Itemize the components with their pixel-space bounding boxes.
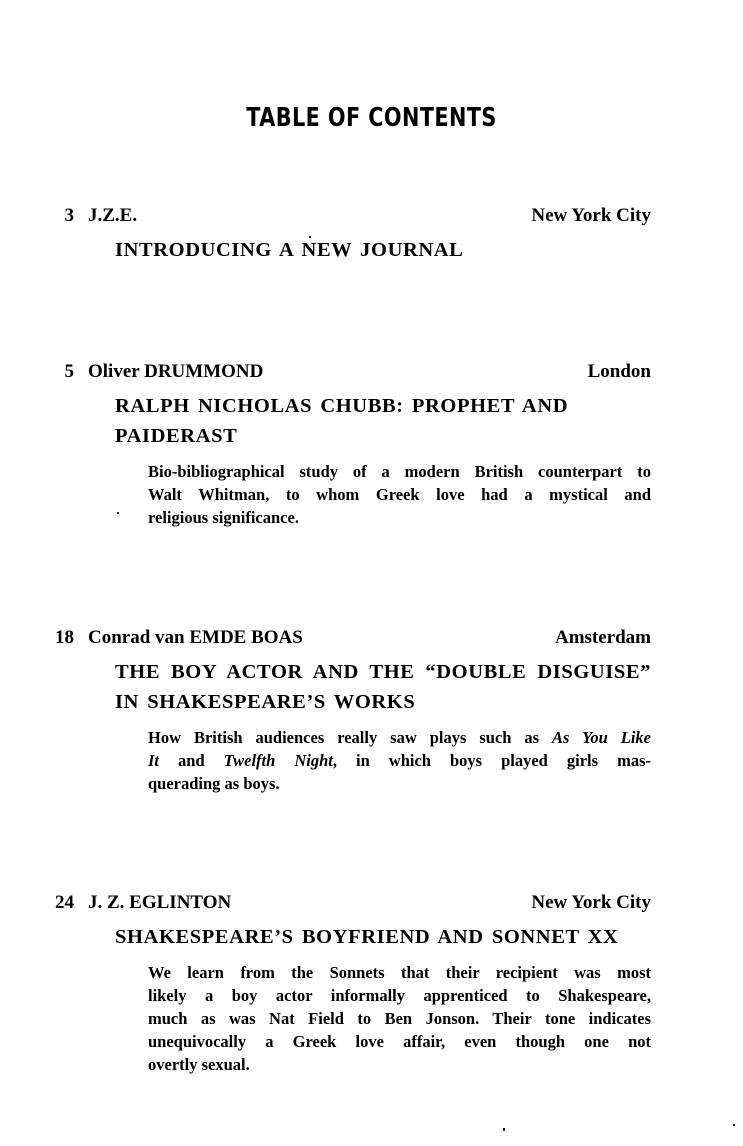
entry-author: J. Z. EGLINTON xyxy=(88,892,232,913)
toc-entry[interactable] xyxy=(0,361,743,529)
entry-author: Conrad van EMDE BOAS xyxy=(88,627,303,648)
entry-author: Oliver DRUMMOND xyxy=(88,361,264,382)
entry-location: Amsterdam xyxy=(554,627,651,648)
abstract-italic-title: It xyxy=(148,751,160,770)
entry-page-number[interactable]: 3 xyxy=(64,205,74,226)
page-title: TABLE OF CONTENTS xyxy=(246,103,497,133)
abstract-line: unequivocally a Greek love affair, even though one not xyxy=(148,1032,651,1051)
toc-entry[interactable] xyxy=(0,892,743,1076)
abstract-text: How British audiences really saw plays such as xyxy=(148,728,553,747)
entry-title[interactable] xyxy=(115,657,651,717)
entry-location: New York City xyxy=(531,892,651,913)
abstract-line: Bio-bibliographical study of a modern British counterpart to xyxy=(148,462,651,481)
entry-location: London xyxy=(587,361,651,382)
scan-speckle xyxy=(117,512,119,514)
entry-page-number[interactable]: 18 xyxy=(55,627,74,648)
entry-title-line: PAIDERAST xyxy=(115,425,238,447)
abstract-line xyxy=(148,749,651,772)
scan-speckle xyxy=(733,1124,735,1126)
scan-speckle xyxy=(309,236,311,238)
abstract-italic-title: As You Like xyxy=(552,728,651,747)
abstract-line: overtly sexual. xyxy=(148,1055,250,1074)
entry-title-line: INTRODUCING A NEW JOURNAL xyxy=(115,239,464,261)
abstract-text: and xyxy=(159,751,224,770)
toc-entry-list xyxy=(0,205,743,1076)
entry-abstract xyxy=(148,460,651,529)
entry-title-line: RALPH NICHOLAS CHUBB: PROPHET AND xyxy=(115,395,569,417)
toc-entry[interactable] xyxy=(0,627,743,795)
abstract-line xyxy=(148,726,651,749)
entry-page-number[interactable]: 24 xyxy=(55,892,74,913)
entry-location: New York City xyxy=(531,205,651,226)
abstract-line: religious significance. xyxy=(148,508,299,527)
toc-entry[interactable] xyxy=(0,205,743,265)
entry-abstract xyxy=(148,961,651,1076)
entry-title-line: SHAKESPEARE’S BOYFRIEND AND SONNET XX xyxy=(115,926,619,948)
toc-entry-header xyxy=(0,627,697,657)
toc-entry-header xyxy=(0,205,697,235)
abstract-line: likely a boy actor informally apprenticed to Shakespeare, xyxy=(148,986,651,1005)
entry-author: J.Z.E. xyxy=(88,205,138,226)
entry-title-line: IN SHAKESPEARE’S WORKS xyxy=(115,691,416,713)
abstract-italic-title: Twelfth Night xyxy=(223,751,333,770)
abstract-line: much as was Nat Field to Ben Jonson. Their tone indicates xyxy=(148,1009,651,1028)
scan-speckle xyxy=(503,1128,505,1131)
toc-entry-header xyxy=(0,361,697,391)
entry-abstract xyxy=(148,726,651,795)
entry-title[interactable] xyxy=(115,235,651,265)
entry-page-number[interactable]: 5 xyxy=(64,361,74,382)
abstract-line: Walt Whitman, to whom Greek love had a mystical and xyxy=(148,485,651,504)
toc-entry-header xyxy=(0,892,697,922)
entry-title[interactable] xyxy=(115,922,651,952)
entry-title[interactable] xyxy=(115,391,651,451)
abstract-line: querading as boys. xyxy=(148,774,280,793)
abstract-text: , in which boys played girls mas- xyxy=(332,751,651,770)
abstract-line: We learn from the Sonnets that their recipient was most xyxy=(148,963,651,982)
entry-title-line: THE BOY ACTOR AND THE “DOUBLE DISGUISE” xyxy=(115,661,651,683)
